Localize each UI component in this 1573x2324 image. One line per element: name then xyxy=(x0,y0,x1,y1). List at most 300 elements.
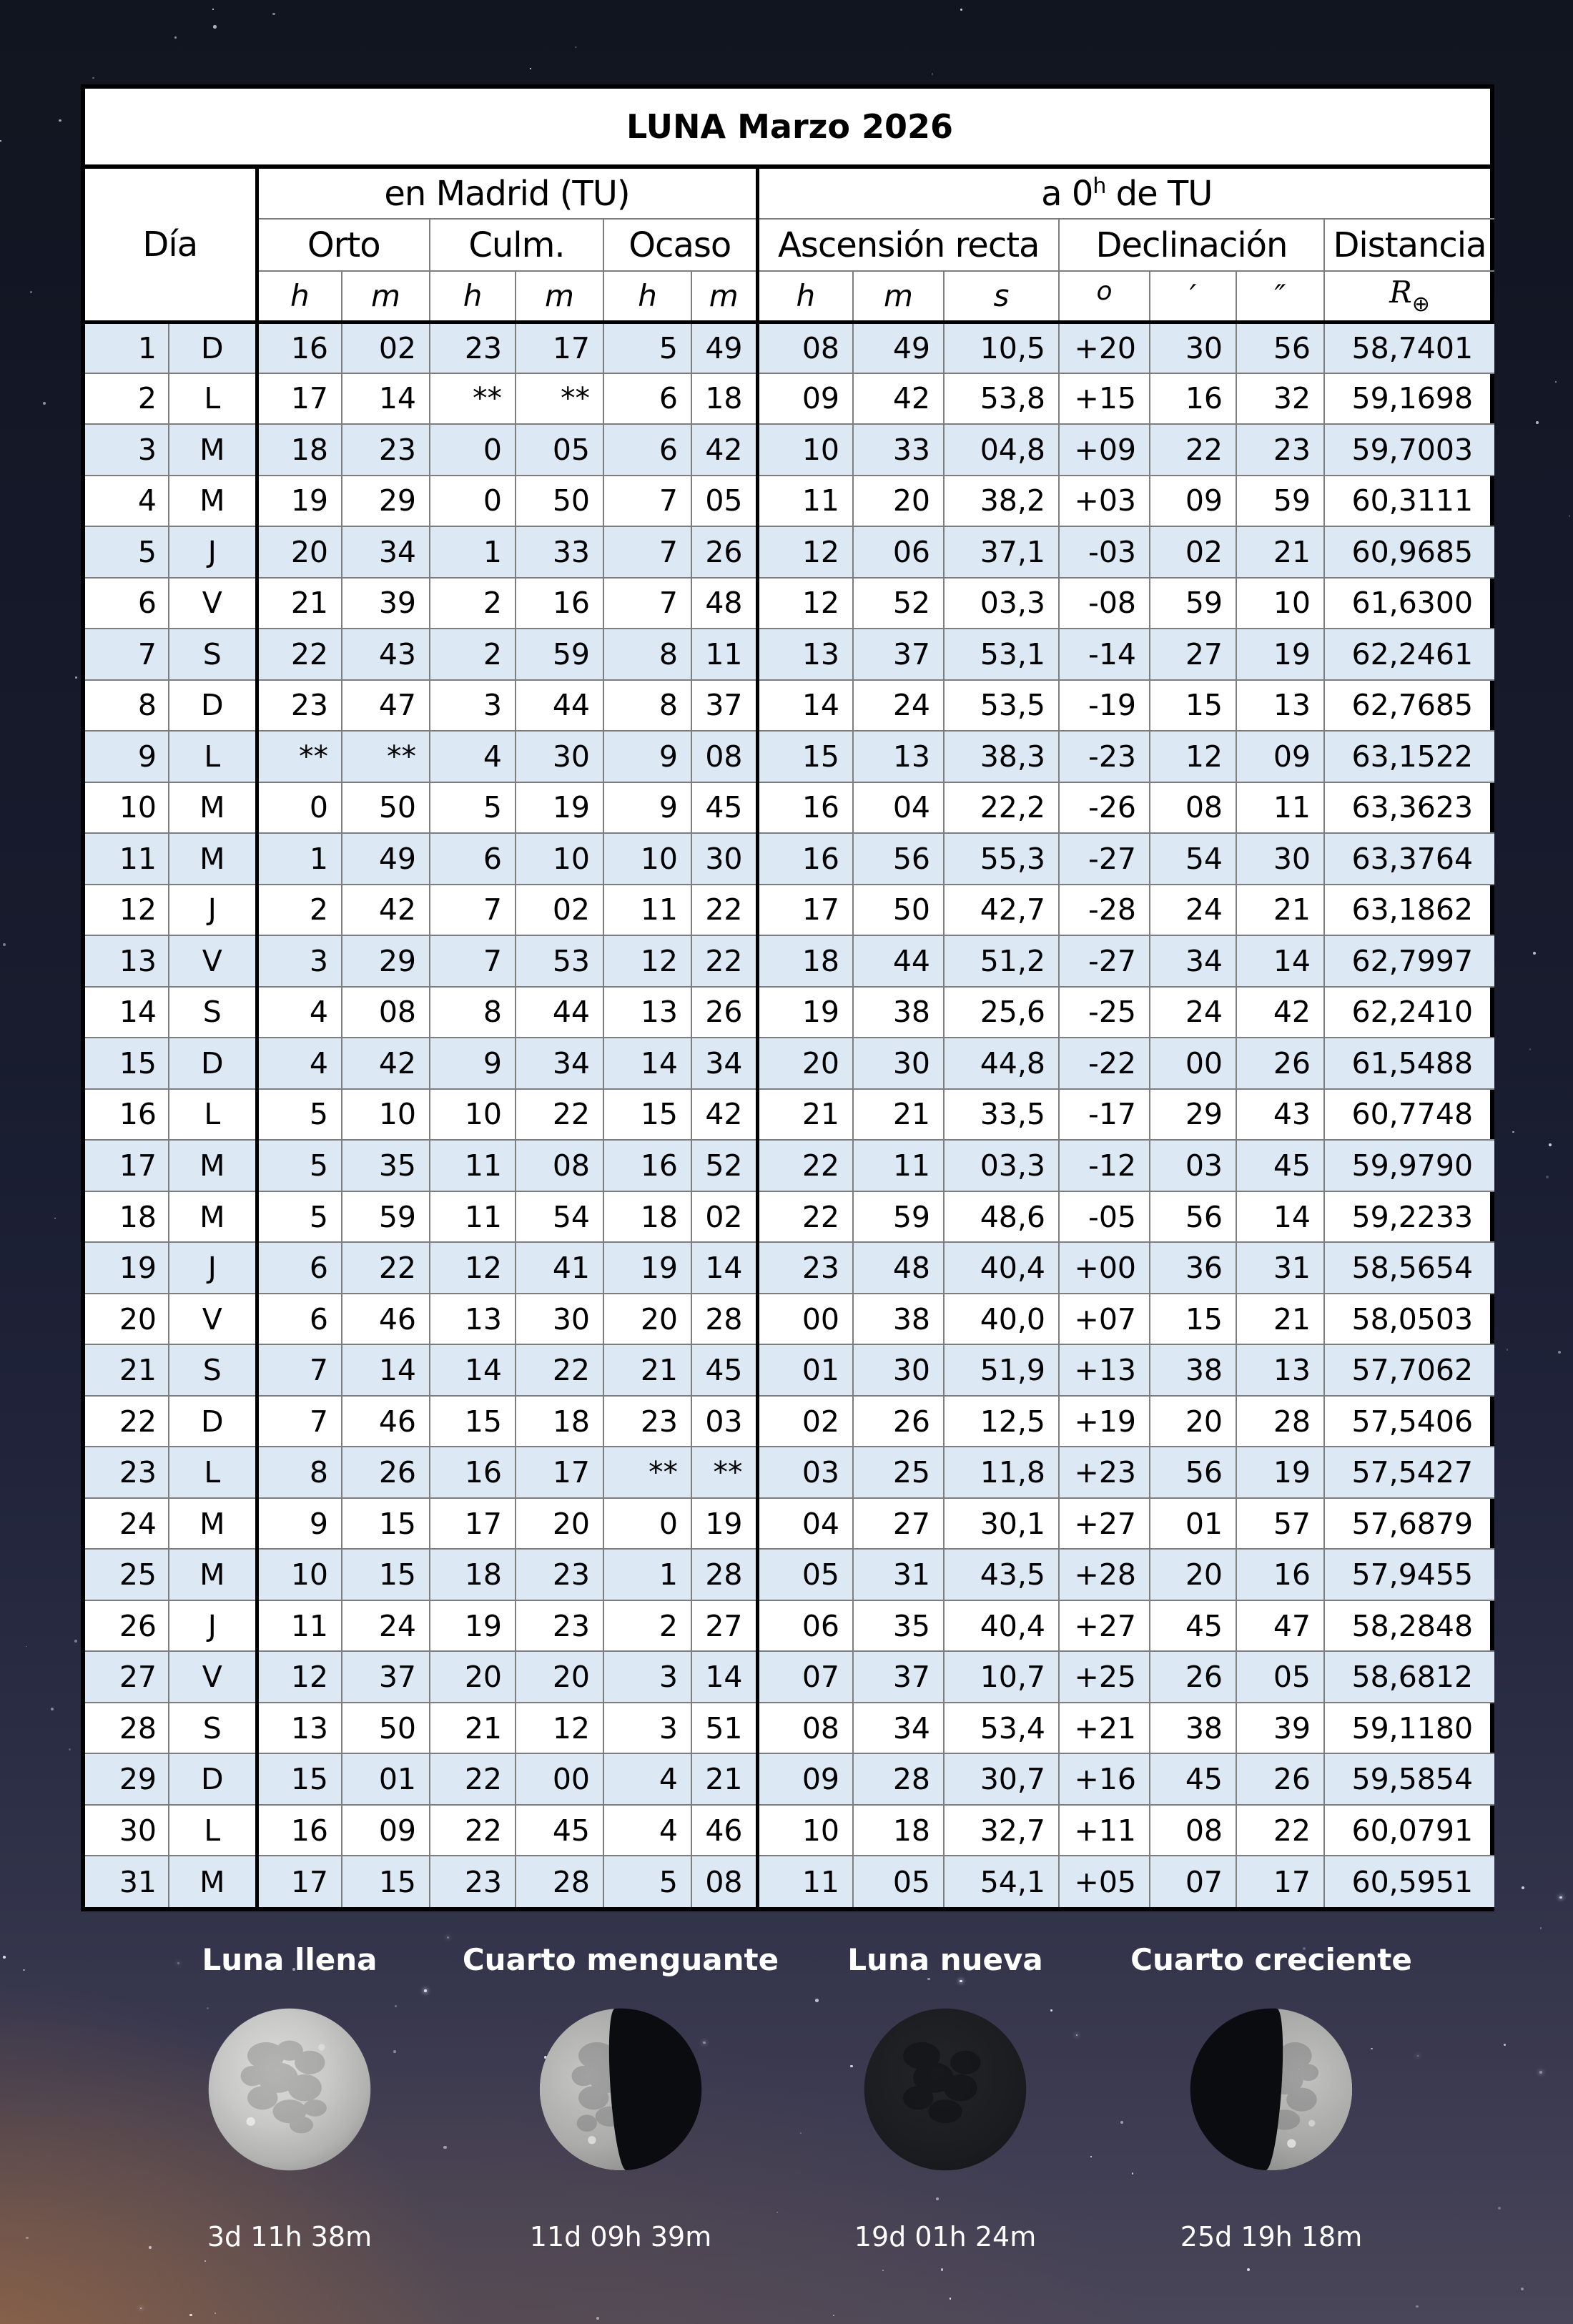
cell-dec_d: -14 xyxy=(1059,629,1150,680)
cell-wd: J xyxy=(169,1600,257,1652)
star xyxy=(59,119,61,122)
cell-wd: J xyxy=(169,526,257,578)
cell-wd: M xyxy=(169,1856,257,1907)
column-header-dia: Día xyxy=(85,167,257,322)
cell-culm_h: 18 xyxy=(430,1549,516,1600)
cell-dec_d: -28 xyxy=(1059,885,1150,936)
star xyxy=(1540,1927,1542,1929)
cell-ar_h: 20 xyxy=(757,1038,853,1089)
cell-orto_h: ** xyxy=(257,731,342,782)
cell-culm_h: 7 xyxy=(430,935,516,987)
cell-orto_h: 19 xyxy=(257,476,342,527)
cell-dist: 60,3111 xyxy=(1324,476,1494,527)
cell-ocaso_m: 52 xyxy=(691,1140,757,1191)
ephemeris-table xyxy=(85,89,1494,1907)
cell-ar_m: 38 xyxy=(853,987,944,1038)
star xyxy=(1569,515,1571,517)
cell-orto_h: 23 xyxy=(257,680,342,732)
star xyxy=(1498,2207,1501,2210)
cell-ocaso_h: 1 xyxy=(603,1549,691,1600)
star xyxy=(1512,1131,1514,1133)
cell-dec_m: 15 xyxy=(1150,680,1236,732)
cell-culm_h: 2 xyxy=(430,629,516,680)
cell-culm_h: 0 xyxy=(430,476,516,527)
table-row xyxy=(85,476,1494,527)
star xyxy=(3,1956,6,1959)
cell-dec_d: +05 xyxy=(1059,1856,1150,1907)
cell-culm_m: 54 xyxy=(516,1191,603,1243)
cell-orto_m: 42 xyxy=(342,1038,430,1089)
cell-wd: M xyxy=(169,833,257,885)
cell-ar_h: 05 xyxy=(757,1549,853,1600)
group-header-madrid: en Madrid (TU) xyxy=(257,167,757,219)
table-row xyxy=(85,885,1494,936)
cell-d: 20 xyxy=(85,1294,169,1345)
cell-dec_m: 01 xyxy=(1150,1498,1236,1550)
cell-orto_m: 14 xyxy=(342,373,430,425)
cell-dec_m: 56 xyxy=(1150,1447,1236,1498)
cell-ar_h: 16 xyxy=(757,782,853,834)
cell-dec_m: 16 xyxy=(1150,373,1236,425)
cell-culm_m: 22 xyxy=(516,1344,603,1396)
cell-orto_m: 14 xyxy=(342,1344,430,1396)
unit-ar-h: h xyxy=(757,271,853,322)
cell-dist: 63,1522 xyxy=(1324,731,1494,782)
group-header-0h-tu: a 0$^h$ de TU xyxy=(757,167,1494,219)
table-row xyxy=(85,935,1494,987)
cell-ar_m: 06 xyxy=(853,526,944,578)
cell-ar_s: 30,1 xyxy=(944,1498,1059,1550)
cell-dec_m: 08 xyxy=(1150,1805,1236,1856)
cell-culm_h: 8 xyxy=(430,987,516,1038)
cell-ar_s: 03,3 xyxy=(944,1140,1059,1191)
cell-ar_s: 30,7 xyxy=(944,1753,1059,1805)
cell-ocaso_m: 19 xyxy=(691,1498,757,1550)
cell-dist: 57,7062 xyxy=(1324,1344,1494,1396)
cell-culm_h: 11 xyxy=(430,1140,516,1191)
star xyxy=(212,9,214,10)
table-row xyxy=(85,1447,1494,1498)
unit-dec-min: ′ xyxy=(1150,271,1236,322)
cell-d: 1 xyxy=(85,322,169,373)
cell-ocaso_h: 3 xyxy=(603,1651,691,1703)
cell-d: 8 xyxy=(85,680,169,732)
cell-orto_m: 37 xyxy=(342,1651,430,1703)
cell-ar_s: 55,3 xyxy=(944,833,1059,885)
cell-ar_h: 00 xyxy=(757,1294,853,1345)
cell-ar_h: 18 xyxy=(757,935,853,987)
cell-dist: 58,5654 xyxy=(1324,1242,1494,1294)
cell-dec_d: +25 xyxy=(1059,1651,1150,1703)
cell-orto_h: 7 xyxy=(257,1396,342,1447)
table-row xyxy=(85,629,1494,680)
cell-wd: L xyxy=(169,1089,257,1141)
cell-orto_m: 10 xyxy=(342,1089,430,1141)
cell-dec_s: 14 xyxy=(1236,1191,1324,1243)
column-header-declinacion: Declinación xyxy=(1059,219,1324,271)
cell-ocaso_m: 08 xyxy=(691,1856,757,1907)
cell-d: 11 xyxy=(85,833,169,885)
cell-ar_m: 35 xyxy=(853,1600,944,1652)
cell-wd: D xyxy=(169,1038,257,1089)
cell-ocaso_m: 27 xyxy=(691,1600,757,1652)
cell-wd: M xyxy=(169,1498,257,1550)
cell-ar_s: 04,8 xyxy=(944,424,1059,476)
cell-dist: 57,5406 xyxy=(1324,1396,1494,1447)
cell-ar_m: 59 xyxy=(853,1191,944,1243)
cell-ar_s: 40,4 xyxy=(944,1242,1059,1294)
cell-ar_h: 08 xyxy=(757,322,853,373)
cell-d: 4 xyxy=(85,476,169,527)
cell-culm_m: 59 xyxy=(516,629,603,680)
cell-dist: 59,7003 xyxy=(1324,424,1494,476)
table-row xyxy=(85,1396,1494,1447)
cell-ocaso_h: 10 xyxy=(603,833,691,885)
table-row xyxy=(85,424,1494,476)
star xyxy=(1247,2268,1250,2271)
cell-culm_m: 17 xyxy=(516,322,603,373)
cell-orto_h: 5 xyxy=(257,1191,342,1243)
cell-ar_m: 34 xyxy=(853,1703,944,1754)
cell-dist: 57,9455 xyxy=(1324,1549,1494,1600)
cell-orto_h: 16 xyxy=(257,322,342,373)
cell-ocaso_m: 49 xyxy=(691,322,757,373)
unit-ocaso-m: m xyxy=(691,271,757,322)
table-row xyxy=(85,526,1494,578)
cell-ocaso_h: 21 xyxy=(603,1344,691,1396)
cell-culm_m: ** xyxy=(516,373,603,425)
cell-ar_s: 03,3 xyxy=(944,578,1059,629)
cell-wd: D xyxy=(169,1396,257,1447)
cell-dec_d: +11 xyxy=(1059,1805,1150,1856)
cell-orto_h: 0 xyxy=(257,782,342,834)
cell-orto_h: 9 xyxy=(257,1498,342,1550)
page-title: LUNA Marzo 2026 xyxy=(85,89,1494,167)
cell-dec_s: 21 xyxy=(1236,526,1324,578)
cell-ar_m: 21 xyxy=(853,1089,944,1141)
cell-dec_m: 36 xyxy=(1150,1242,1236,1294)
cell-culm_m: 50 xyxy=(516,476,603,527)
table-row xyxy=(85,1651,1494,1703)
cell-dec_d: -08 xyxy=(1059,578,1150,629)
cell-orto_m: 46 xyxy=(342,1396,430,1447)
cell-dec_s: 31 xyxy=(1236,1242,1324,1294)
cell-ar_s: 11,8 xyxy=(944,1447,1059,1498)
table-row xyxy=(85,1549,1494,1600)
cell-dec_s: 26 xyxy=(1236,1753,1324,1805)
ephemeris-table-panel xyxy=(81,84,1494,1911)
cell-ar_m: 30 xyxy=(853,1038,944,1089)
table-row xyxy=(85,1038,1494,1089)
cell-d: 16 xyxy=(85,1089,169,1141)
star xyxy=(882,2270,884,2271)
cell-dist: 62,7685 xyxy=(1324,680,1494,732)
cell-orto_h: 10 xyxy=(257,1549,342,1600)
column-header-distancia: Distancia xyxy=(1324,219,1494,271)
cell-ar_s: 38,2 xyxy=(944,476,1059,527)
cell-ar_h: 08 xyxy=(757,1703,853,1754)
cell-orto_h: 2 xyxy=(257,885,342,936)
unit-culm-m: m xyxy=(516,271,603,322)
star xyxy=(932,73,933,74)
cell-ocaso_m: 26 xyxy=(691,987,757,1038)
cell-culm_h: 14 xyxy=(430,1344,516,1396)
cell-dec_m: 20 xyxy=(1150,1549,1236,1600)
cell-ar_s: 53,8 xyxy=(944,373,1059,425)
cell-ar_s: 25,6 xyxy=(944,987,1059,1038)
cell-ocaso_h: 7 xyxy=(603,526,691,578)
phase-time: 11d 09h 39m xyxy=(529,2221,712,2252)
cell-d: 22 xyxy=(85,1396,169,1447)
cell-dist: 61,6300 xyxy=(1324,578,1494,629)
star xyxy=(1549,1143,1552,1146)
cell-orto_m: 01 xyxy=(342,1753,430,1805)
cell-d: 31 xyxy=(85,1856,169,1907)
cell-ar_h: 12 xyxy=(757,578,853,629)
cell-ocaso_h: 6 xyxy=(603,424,691,476)
cell-orto_h: 20 xyxy=(257,526,342,578)
cell-dec_s: 39 xyxy=(1236,1703,1324,1754)
cell-ar_s: 10,5 xyxy=(944,322,1059,373)
cell-culm_m: 20 xyxy=(516,1498,603,1550)
cell-culm_m: 05 xyxy=(516,424,603,476)
cell-ar_h: 09 xyxy=(757,1753,853,1805)
unit-culm-h: h xyxy=(430,271,516,322)
cell-ocaso_h: 9 xyxy=(603,782,691,834)
cell-ocaso_m: 21 xyxy=(691,1753,757,1805)
cell-dec_s: 13 xyxy=(1236,1344,1324,1396)
cell-wd: M xyxy=(169,1140,257,1191)
cell-dec_m: 02 xyxy=(1150,526,1236,578)
cell-dist: 62,2410 xyxy=(1324,987,1494,1038)
star xyxy=(1539,2071,1542,2074)
cell-dec_s: 17 xyxy=(1236,1856,1324,1907)
cell-ar_m: 48 xyxy=(853,1242,944,1294)
cell-wd: J xyxy=(169,1242,257,1294)
cell-culm_h: 6 xyxy=(430,833,516,885)
cell-culm_m: 12 xyxy=(516,1703,603,1754)
cell-orto_h: 16 xyxy=(257,1805,342,1856)
table-row xyxy=(85,1805,1494,1856)
cell-ar_m: 04 xyxy=(853,782,944,834)
cell-ar_m: 56 xyxy=(853,833,944,885)
cell-ocaso_m: 28 xyxy=(691,1294,757,1345)
cell-dec_m: 20 xyxy=(1150,1396,1236,1447)
cell-orto_m: 26 xyxy=(342,1447,430,1498)
star xyxy=(1416,2305,1418,2308)
cell-ocaso_m: 22 xyxy=(691,935,757,987)
cell-ocaso_h: 7 xyxy=(603,476,691,527)
cell-ar_h: 04 xyxy=(757,1498,853,1550)
cell-orto_m: 35 xyxy=(342,1140,430,1191)
star xyxy=(75,676,77,679)
cell-dec_d: -22 xyxy=(1059,1038,1150,1089)
cell-ocaso_h: 20 xyxy=(603,1294,691,1345)
cell-orto_h: 21 xyxy=(257,578,342,629)
star xyxy=(1559,1896,1562,1899)
cell-dec_s: 28 xyxy=(1236,1396,1324,1447)
cell-ocaso_h: 5 xyxy=(603,1856,691,1907)
cell-ar_h: 01 xyxy=(757,1344,853,1396)
cell-ar_h: 13 xyxy=(757,629,853,680)
cell-orto_h: 13 xyxy=(257,1703,342,1754)
first-quarter-moon-icon xyxy=(1187,2005,1356,2174)
cell-ar_h: 09 xyxy=(757,373,853,425)
table-row xyxy=(85,1856,1494,1907)
cell-ocaso_m: 45 xyxy=(691,1344,757,1396)
cell-orto_h: 7 xyxy=(257,1344,342,1396)
star xyxy=(30,291,33,294)
cell-ocaso_m: 11 xyxy=(691,629,757,680)
cell-orto_m: 39 xyxy=(342,578,430,629)
cell-dec_m: 22 xyxy=(1150,424,1236,476)
star xyxy=(447,1936,449,1939)
cell-culm_m: 45 xyxy=(516,1805,603,1856)
cell-culm_h: 2 xyxy=(430,578,516,629)
cell-wd: M xyxy=(169,782,257,834)
cell-culm_h: 23 xyxy=(430,1856,516,1907)
cell-dist: 57,5427 xyxy=(1324,1447,1494,1498)
cell-ar_s: 40,4 xyxy=(944,1600,1059,1652)
cell-wd: L xyxy=(169,1805,257,1856)
cell-d: 9 xyxy=(85,731,169,782)
cell-dec_s: 10 xyxy=(1236,578,1324,629)
cell-culm_h: 10 xyxy=(430,1089,516,1141)
star xyxy=(3,943,6,946)
unit-orto-m: m xyxy=(342,271,430,322)
cell-dec_s: 21 xyxy=(1236,885,1324,936)
cell-wd: V xyxy=(169,1651,257,1703)
cell-ar_m: 52 xyxy=(853,578,944,629)
cell-culm_h: 23 xyxy=(430,322,516,373)
cell-dist: 62,7997 xyxy=(1324,935,1494,987)
cell-dec_d: -27 xyxy=(1059,833,1150,885)
cell-dist: 59,5854 xyxy=(1324,1753,1494,1805)
star xyxy=(1504,2044,1506,2046)
cell-orto_m: 08 xyxy=(342,987,430,1038)
cell-culm_h: 9 xyxy=(430,1038,516,1089)
cell-wd: V xyxy=(169,1294,257,1345)
column-header-orto: Orto xyxy=(257,219,430,271)
cell-culm_h: 5 xyxy=(430,782,516,834)
cell-orto_h: 18 xyxy=(257,424,342,476)
cell-dec_m: 27 xyxy=(1150,629,1236,680)
star xyxy=(26,1646,27,1648)
cell-ar_m: 27 xyxy=(853,1498,944,1550)
table-row xyxy=(85,1089,1494,1141)
cell-ocaso_h: 13 xyxy=(603,987,691,1038)
cell-ocaso_m: 14 xyxy=(691,1242,757,1294)
cell-d: 6 xyxy=(85,578,169,629)
cell-dec_d: +19 xyxy=(1059,1396,1150,1447)
cell-orto_m: 15 xyxy=(342,1498,430,1550)
table-row xyxy=(85,1140,1494,1191)
cell-ocaso_h: 16 xyxy=(603,1140,691,1191)
star xyxy=(92,77,94,79)
cell-ocaso_m: ** xyxy=(691,1447,757,1498)
star xyxy=(272,13,275,16)
cell-orto_h: 11 xyxy=(257,1600,342,1652)
cell-dec_s: 14 xyxy=(1236,935,1324,987)
cell-orto_h: 15 xyxy=(257,1753,342,1805)
phase-label: Luna nueva xyxy=(847,1942,1043,1977)
cell-dec_m: 56 xyxy=(1150,1191,1236,1243)
cell-ar_m: 50 xyxy=(853,885,944,936)
star xyxy=(1546,1176,1549,1179)
cell-culm_m: 23 xyxy=(516,1549,603,1600)
cell-ar_h: 22 xyxy=(757,1140,853,1191)
cell-orto_h: 17 xyxy=(257,1856,342,1907)
star xyxy=(1555,381,1557,383)
cell-dec_d: +15 xyxy=(1059,373,1150,425)
cell-ar_s: 40,0 xyxy=(944,1294,1059,1345)
cell-culm_m: 44 xyxy=(516,987,603,1038)
cell-dist: 58,6812 xyxy=(1324,1651,1494,1703)
star xyxy=(23,1969,24,1971)
cell-ocaso_m: 34 xyxy=(691,1038,757,1089)
cell-ocaso_m: 18 xyxy=(691,373,757,425)
cell-dec_d: +23 xyxy=(1059,1447,1150,1498)
unit-ocaso-h: h xyxy=(603,271,691,322)
cell-dec_d: -12 xyxy=(1059,1140,1150,1191)
cell-ar_m: 13 xyxy=(853,731,944,782)
cell-d: 25 xyxy=(85,1549,169,1600)
cell-ar_h: 12 xyxy=(757,526,853,578)
cell-d: 28 xyxy=(85,1703,169,1754)
cell-dec_d: +00 xyxy=(1059,1242,1150,1294)
cell-dist: 58,2848 xyxy=(1324,1600,1494,1652)
cell-dec_s: 13 xyxy=(1236,680,1324,732)
star xyxy=(189,2314,192,2316)
cell-ar_s: 43,5 xyxy=(944,1549,1059,1600)
cell-dec_m: 26 xyxy=(1150,1651,1236,1703)
cell-ar_h: 10 xyxy=(757,424,853,476)
cell-ar_s: 48,6 xyxy=(944,1191,1059,1243)
cell-ar_s: 53,5 xyxy=(944,680,1059,732)
table-row xyxy=(85,680,1494,732)
cell-orto_h: 4 xyxy=(257,987,342,1038)
table-row xyxy=(85,1191,1494,1243)
table-row xyxy=(85,987,1494,1038)
star xyxy=(51,1708,54,1710)
cell-ocaso_m: 03 xyxy=(691,1396,757,1447)
column-header-culm: Culm. xyxy=(430,219,603,271)
cell-ar_h: 16 xyxy=(757,833,853,885)
cell-culm_m: 18 xyxy=(516,1396,603,1447)
cell-d: 30 xyxy=(85,1805,169,1856)
cell-orto_m: 22 xyxy=(342,1242,430,1294)
cell-ocaso_m: 51 xyxy=(691,1703,757,1754)
cell-ocaso_m: 26 xyxy=(691,526,757,578)
cell-d: 19 xyxy=(85,1242,169,1294)
cell-wd: V xyxy=(169,935,257,987)
cell-ar_m: 11 xyxy=(853,1140,944,1191)
star xyxy=(596,2317,599,2320)
cell-dist: 60,9685 xyxy=(1324,526,1494,578)
cell-ocaso_h: 11 xyxy=(603,885,691,936)
cell-ar_s: 37,1 xyxy=(944,526,1059,578)
star xyxy=(1558,1351,1561,1354)
cell-ocaso_h: ** xyxy=(603,1447,691,1498)
star xyxy=(174,36,177,39)
cell-ar_s: 10,7 xyxy=(944,1651,1059,1703)
cell-dist: 60,5951 xyxy=(1324,1856,1494,1907)
table-row xyxy=(85,1600,1494,1652)
table-row xyxy=(85,1753,1494,1805)
cell-d: 21 xyxy=(85,1344,169,1396)
cell-ar_m: 31 xyxy=(853,1549,944,1600)
cell-culm_m: 53 xyxy=(516,935,603,987)
